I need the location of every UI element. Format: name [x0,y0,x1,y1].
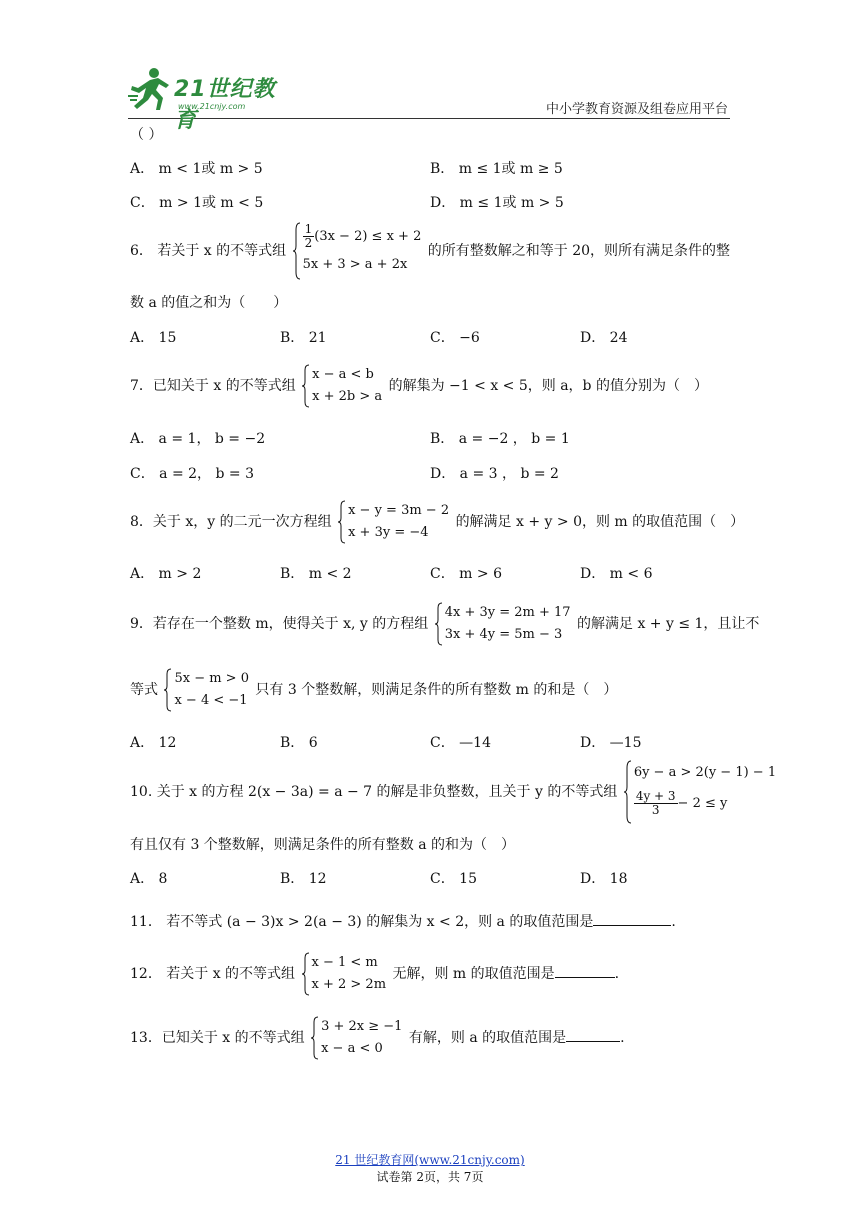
q8-prefix: 8．关于 x，y 的二元一次方程组 [130,514,332,530]
q12-prefix: 12． 若关于 x 的不等式组 [130,966,296,982]
left-brace-icon [293,222,301,280]
q8-suffix: 的解满足 x + y > 0，则 m 的取值范围（ ） [455,514,745,530]
q6-frac-num: 1 [304,222,313,236]
logo-text: 21世纪教育 [174,77,276,133]
q8-option-b: B． m < 2 [280,566,352,582]
q8-row2: x + 3y = −4 [348,525,429,540]
q6-option-c: C． −6 [430,330,480,346]
q7-option-d: D． a = 3 ， b = 2 [430,466,559,482]
q7-stem [130,364,708,408]
q7-system [302,364,382,408]
q7-prefix: 7．已知关于 x 的不等式组 [130,378,296,394]
q10-option-c: C． 15 [430,871,477,887]
q5-paren: （ ） [130,127,163,143]
left-brace-icon [302,364,310,408]
left-brace-icon [338,500,346,544]
q12-answer-blank[interactable] [555,963,615,978]
q10-line2: 有且仅有 3 个整数解，则满足条件的所有整数 a 的和为（ ） [130,837,516,853]
q9-row2: 3x + 4y = 5m − 3 [444,627,563,642]
q9-system [435,602,571,646]
q10-row1: 6y − a > 2(y − 1) − 1 [633,765,777,780]
q7-option-a: A． a = 1， b = −2 [130,431,266,447]
q13-row2: x − a < 0 [321,1041,383,1056]
q10-frac-den: 3 [651,803,660,817]
q10-prefix: 10. 关于 x 的方程 2(x − 3a) = a − 7 的解是非负整数，且关于 y 的不等式组 [130,784,618,800]
q7-row2: x + 2b > a [312,389,383,404]
left-brace-icon [302,952,310,996]
q10-option-d: D． 18 [580,871,628,887]
footer-link-wrap [0,1151,860,1168]
q9-line2-prefix: 等式 [130,682,158,698]
q10-fraction [634,790,678,817]
q8-option-a: A． m > 2 [130,566,202,582]
q9-line2-suffix: 只有 3 个整数解，则满足条件的所有整数 m 的和是（ ） [255,682,618,698]
q6-option-b: B． 21 [280,330,327,346]
q13-answer-blank[interactable] [566,1027,620,1042]
q9-option-d: D． —15 [580,735,642,751]
q13-prefix: 13．已知关于 x 的不等式组 [130,1030,305,1046]
q12-row2: x + 2 > 2m [311,977,387,992]
q7-option-c: C． a = 2， b = 3 [130,466,254,482]
q13-stem [130,1016,625,1060]
q6-system [293,222,422,280]
q6-option-d: D． 24 [580,330,628,346]
logo-url: www.21cnjy.com [178,102,246,111]
q10-row2-tail: − 2 ≤ y [677,796,728,811]
q10-row2 [634,786,776,822]
page-number: 试卷第 2页，共 7页 [376,1170,484,1184]
q6-row1 [303,222,422,252]
q9-row1: 4x + 3y = 2m + 17 [444,605,571,620]
q13-row1: 3 + 2x ≥ −1 [321,1019,403,1034]
q11-answer-blank[interactable] [593,911,671,926]
q6-row2: 5x + 3 > a + 2x [302,257,408,272]
q10-system [624,760,776,824]
q10-option-a: A． 8 [130,871,168,887]
q9-stem [130,602,759,646]
q6-frac-den: 2 [304,236,313,250]
q9-line2 [130,668,617,712]
q10-option-b: B． 12 [280,871,327,887]
left-brace-icon [164,668,172,712]
q6-suffix: 的所有整数解之和等于 20，则所有满足条件的整 [427,243,731,259]
q9-suffix: 的解满足 x + y ≤ 1，且让不 [577,616,760,632]
q5-option-a: A． m < 1或 m > 5 [130,161,263,177]
q9-ineq-row1: 5x − m > 0 [174,671,249,686]
q6-fraction [303,223,315,250]
q10-frac-num: 4y + 3 [635,789,676,803]
q13-suffix: 有解，则 a 的取值范围是 [408,1030,567,1046]
q10-stem [130,760,778,824]
q11-stem [130,911,676,931]
q6-option-a: A． 15 [130,330,177,346]
q9-option-c: C． —14 [430,735,491,751]
q8-option-c: C． m > 6 [430,566,502,582]
left-brace-icon [624,760,632,824]
q12-row1: x − 1 < m [311,955,378,970]
q6-stem [130,222,730,280]
runner-logo-icon [128,66,172,112]
q6-line2: 数 a 的值之和为（ ） [130,295,288,311]
q7-suffix: 的解集为 −1 < x < 5，则 a，b 的值分别为（ ） [388,378,708,394]
q8-row1: x − y = 3m − 2 [348,503,450,518]
q11-end: . [671,914,676,930]
q13-system [311,1016,402,1060]
logo [128,66,288,133]
q6-row1-tail: (3x − 2) ≤ x + 2 [314,229,422,244]
q8-system [338,500,449,544]
q8-option-d: D． m < 6 [580,566,653,582]
q11-text: 11． 若不等式 (a − 3)x > 2(a − 3) 的解集为 x < 2，则 a 的取值范围是 [130,914,594,930]
q5-option-c: C． m > 1或 m < 5 [130,195,264,211]
q6-prefix: 6． 若关于 x 的不等式组 [130,243,287,259]
q5-option-d: D． m ≤ 1或 m > 5 [430,195,564,211]
q7-option-b: B． a = −2 ， b = 1 [430,431,570,447]
page-header [128,66,730,133]
q9-inequality-system [164,668,249,712]
q12-suffix: 无解，则 m 的取值范围是 [392,966,555,982]
q9-option-a: A． 12 [130,735,177,751]
left-brace-icon [435,602,443,646]
footer-link[interactable]: 21 世纪教育网(www.21cnjy.com) [335,1153,525,1167]
q8-stem [130,500,744,544]
q9-ineq-row2: x − 4 < −1 [174,693,248,708]
q9-option-b: B． 6 [280,735,318,751]
q9-prefix: 9．若存在一个整数 m，使得关于 x, y 的方程组 [130,616,429,632]
q5-option-b: B． m ≤ 1或 m ≥ 5 [430,161,563,177]
left-brace-icon [311,1016,319,1060]
q12-system [302,952,387,996]
platform-title: 中小学教育资源及组卷应用平台 [545,102,728,117]
q7-row1: x − a < b [312,367,374,382]
q12-stem [130,952,619,996]
q13-end: . [620,1030,625,1046]
q12-end: . [614,966,620,982]
